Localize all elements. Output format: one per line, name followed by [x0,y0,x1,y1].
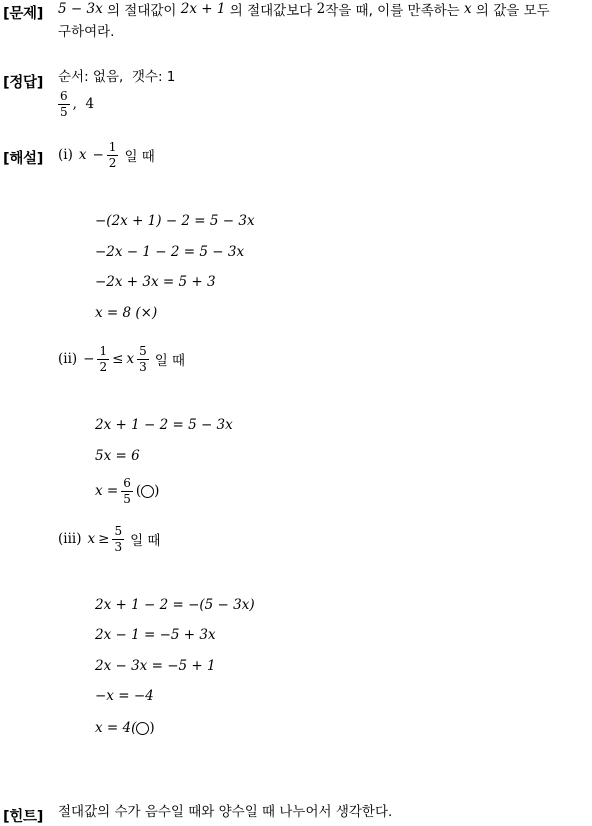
case-3-relation: ≥ [98,531,110,547]
case-3-header [58,520,160,558]
case-2-fraction-2 [137,345,149,373]
problem-text-3: 작을 때, 이를 만족하는 [325,3,465,19]
case-3-step-2: 2x − 1 = −5 + 3x [95,627,216,643]
case-2-fraction-1-denominator: 2 [99,359,108,374]
case-2-fraction-1 [97,345,109,373]
hint-label: [힌트] [3,809,44,825]
case-1-fraction-denominator: 2 [108,155,117,170]
case-3-step-4: −x = −4 [95,688,154,704]
case-1-operator: − [92,147,104,163]
answer-meta: 순서: 없음, 갯수: 1 [58,69,176,85]
problem-expr-1: 5 − 3x [58,1,103,17]
case-1-step-2: −2x − 1 − 2 = 5 − 3x [95,244,245,260]
correct-circle-icon [141,485,154,498]
case-1-fraction-numerator: 1 [108,139,117,154]
case-2-variable: x [126,351,135,367]
solution-label: [해설] [3,151,44,167]
case-3-fraction-numerator: 5 [114,523,123,538]
problem-line-1 [58,1,550,17]
case-3-variable: x [87,531,96,547]
case-2-relation: ≤ [112,351,124,367]
answer-label: [정답] [3,75,44,91]
case-2-step-2: 5x = 6 [95,448,140,464]
case-2-suffix: 일 때 [154,353,186,369]
case-3-prefix: (iii) [58,531,82,547]
hint-text: 절대값의 수가 음수일 때와 양수일 때 나누어서 생각한다. [58,804,393,820]
case-2-step-3: x = $\frac{6}{5}$ ( ) [95,475,160,506]
case-2-fraction-2-numerator: 5 [139,343,147,358]
case-1-step-4: x = 8 (×) [95,305,158,321]
answer-fraction-numerator: 6 [60,88,68,103]
case-1-prefix: (i) [58,147,73,163]
case-2-final-numerator: 6 [123,475,131,490]
problem-line-2: 구하여라. [58,24,115,40]
case-2-fraction-2-denominator: 3 [139,359,147,374]
case-1-step-1: −(2x + 1) − 2 = 5 − 3x [95,213,255,229]
problem-text-4: 의 값을 모두 [471,3,550,19]
case-2-final-lhs: x = [95,483,119,499]
problem-variable-x: x [464,1,472,17]
case-2-prefix: (ii) [58,351,78,367]
case-1-fraction [107,141,119,169]
answer-fraction-denominator: 5 [60,104,68,119]
case-3-step-5: x = 4( ) [95,720,155,736]
answer-fraction [58,90,70,118]
case-1-variable: x [78,147,87,163]
case-2-fraction-1-numerator: 1 [99,343,108,358]
problem-text-2: 의 절대값보다 [225,3,317,19]
case-1-step-3: −2x + 3x = 5 + 3 [95,274,216,290]
case-1-suffix: 일 때 [124,149,155,165]
case-2-final-fraction [121,477,133,505]
case-3-step-3: 2x − 3x = −5 + 1 [95,658,216,674]
problem-label: [문제] [3,6,44,22]
case-3-suffix: 일 때 [130,533,161,549]
case-3-final: x = 4( [95,720,137,736]
case-2-final-denominator: 5 [123,491,131,506]
case-2-step-1: 2x + 1 − 2 = 5 − 3x [95,417,233,433]
answer-values [55,86,94,122]
case-1-header [58,138,155,172]
case-3-fraction-denominator: 3 [114,539,123,554]
problem-text-1: 의 절대값이 [102,3,181,19]
answer-rest: , 4 [72,96,95,112]
case-3-fraction [112,525,124,553]
problem-number-2: 2 [316,1,326,17]
problem-expr-2: 2x + 1 [180,1,226,17]
correct-circle-icon [136,722,149,735]
case-2-minus: − [83,351,95,367]
case-2-header [58,340,185,378]
case-3-step-1: 2x + 1 − 2 = −(5 − 3x) [95,597,255,613]
